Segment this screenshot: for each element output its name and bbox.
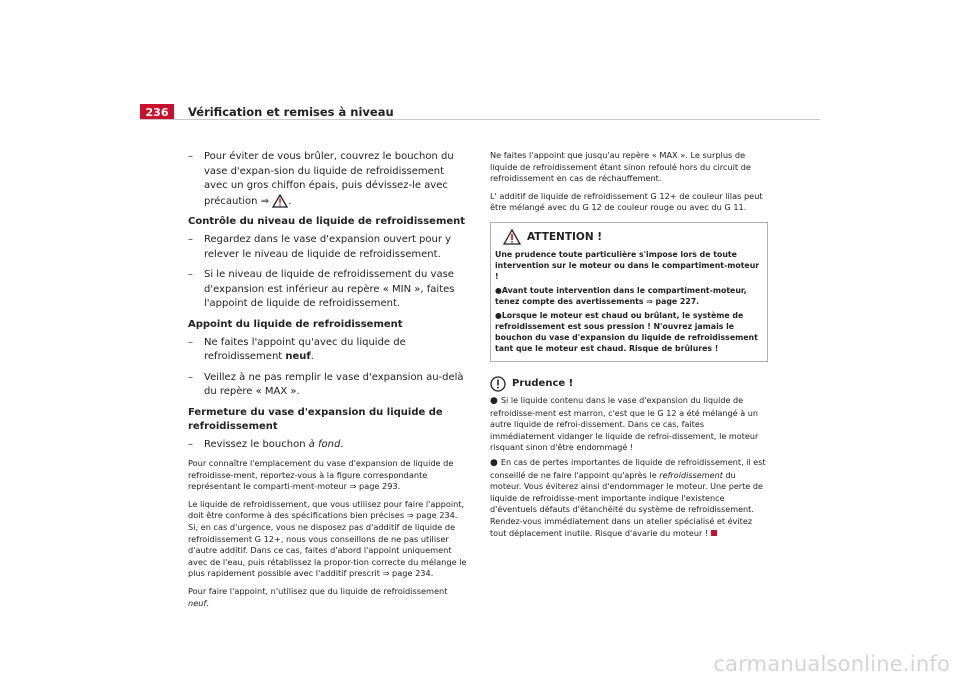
xref-arrow: ⇒ xyxy=(260,195,270,207)
note-max-mark: Ne faites l'appoint que jusqu'au repère « MAX ». Le surplus de liquide de refroidissement étant sinon refoulé hors du circuit de refroidissement en cas de réchauffement. xyxy=(490,150,751,184)
step-cover-cap xyxy=(188,150,470,209)
note-additive-mix: L' additif de liquide de refroidissement G 12+ de couleur lilas peut être mélangé avec du G 12 de couleur rouge ou avec du G 11. xyxy=(490,190,763,213)
prudence-bullet xyxy=(490,457,768,539)
step-new-coolant-end: . xyxy=(310,351,314,362)
note-new-coolant xyxy=(188,586,470,609)
section-end-marker xyxy=(711,530,717,536)
prudence-bullet-text: En cas de pertes importantes de liquide de refroidissement, il est conseillé de ne faire l'appoint qu'après le xyxy=(490,456,766,480)
page-number: 236 xyxy=(140,104,174,120)
heading-check-level: Contrôle du niveau de liquide de refroidissement xyxy=(188,216,466,227)
step-new-coolant-text: Ne faites l'appoint qu'avec du liquide de refroidissement xyxy=(204,336,406,362)
note-specification: Le liquide de refroidissement, que vous utilisez pour faire l'appoint, doit être conforme à des spécifications bien précises ⇒ page 234. Si, en cas d'urgence, vous ne disposez pas d'additif de liquide de refroidissement G 12+, nous vous conseillons de ne pas utiliser d'autre additif. Dans ce cas, faites d'abord l'appoint uniquement avec de l'eau, puis rétablissez la propor-tion correcte du mélange le plus rapidement possible avec l'additif prescrit ⇒ page 234. xyxy=(188,498,467,579)
step-look-level: – Regardez dans le vase d'expansion ouvert pour y relever le niveau de liquide de refroidissement. xyxy=(188,233,470,262)
attention-bullet-text: Lorsque le moteur est chaud ou brûlant, le système de refroidissement est sous pression ! N'ouvrez jamais le bouchon du vase d'expansion du liquide de refroidissement tant que le moteur est chaud. Risque de brûlures ! xyxy=(495,310,758,353)
right-column xyxy=(490,150,768,542)
watermark: carmanualsonline.info xyxy=(713,652,950,676)
left-column xyxy=(188,150,470,615)
bullet-dot-icon: ● xyxy=(495,310,502,320)
prudence-title: Prudence ! xyxy=(512,378,574,390)
step-new-coolant-bold: neuf xyxy=(285,351,311,362)
note-new-coolant-end: . xyxy=(206,597,209,608)
heading-close-tank: Fermeture du vase d'expansion du liquide de refroidissement xyxy=(188,406,443,432)
attention-box xyxy=(490,222,768,362)
prudence-bullet-text-end: du moteur. Vous éviterez ainsi d'endommager le moteur. Une perte de liquide de refroidisse-ment importante indique l'existence d'éventuels défauts d'étanchéité du système de refroidissement. Rendez-vous immédiatement dans un atelier spécialisé et évitez tout déplacement inutile. Risque d'avarie du moteur ! xyxy=(490,469,763,538)
prudence-body xyxy=(490,395,768,539)
attention-bullet xyxy=(495,285,763,307)
attention-bullet xyxy=(495,310,763,354)
step-below-min: – Si le niveau de liquide de refroidissement du vase d'expansion est inférieur au repère « MIN », faites l'appoint de liquide de refroidissement. xyxy=(188,268,470,312)
step-cover-cap-text: Pour éviter de vous brûler, couvrez le bouchon du vase d'expan-sion du liquide de refroidissement avec un gros chiffon épais, puis dévissez-le avec précaution xyxy=(204,151,454,207)
step-screw-cap xyxy=(188,438,470,453)
prudence-bullet xyxy=(490,395,768,454)
attention-title: ATTENTION ! xyxy=(527,230,603,243)
step-cover-cap-end: . xyxy=(288,195,292,207)
note-new-coolant-italic: neuf xyxy=(188,597,207,608)
exclamation-circle-icon xyxy=(490,376,506,392)
header-rule xyxy=(140,119,820,120)
attention-paragraph: Une prudence toute particulière s'impose lors de toute intervention sur le moteur ou dans le compartiment-moteur ! xyxy=(495,249,760,281)
prudence-header xyxy=(490,376,768,392)
warning-triangle-icon xyxy=(272,194,288,208)
step-new-coolant xyxy=(188,336,470,365)
step-not-above-max: – Veillez à ne pas remplir le vase d'expansion au-delà du repère « MAX ». xyxy=(188,371,470,400)
prudence-italic: refroidissement xyxy=(659,469,723,480)
note-location: Pour connaître l'emplacement du vase d'expansion de liquide de refroidisse-ment, reportez-vous à la figure correspondante représentant le comparti-ment-moteur ⇒ page 293. xyxy=(188,458,454,492)
bullet-dot-icon: ● xyxy=(490,457,498,468)
warning-triangle-icon xyxy=(503,229,521,245)
attention-header xyxy=(491,223,767,249)
step-screw-cap-italic: à fond xyxy=(308,438,341,450)
note-new-coolant-text: Pour faire l'appoint, n'utilisez que du liquide de refroidissement xyxy=(188,585,448,596)
bullet-dot-icon: ● xyxy=(495,285,502,295)
step-screw-cap-end: . xyxy=(340,438,344,450)
bullet-dot-icon: ● xyxy=(490,395,498,406)
attention-body xyxy=(491,249,767,361)
attention-bullet-text: Avant toute intervention dans le compartiment-moteur, tenez compte des avertissements ⇒ page 227. xyxy=(495,285,747,306)
running-title: Vérification et remises à niveau xyxy=(188,105,394,119)
prudence-bullet-text: Si le liquide contenu dans le vase d'expansion du liquide de refroidisse-ment est marron, c'est que le G 12 a été mélangé à un autre liquide de refroi-dissement. Dans ce cas, faites immédiatement vidanger le liquide de refroi-dissement, le moteur risquant sinon d'être endommagé ! xyxy=(490,394,759,453)
heading-topup: Appoint du liquide de refroidissement xyxy=(188,318,403,330)
step-screw-cap-text: Revissez le bouchon xyxy=(204,438,309,450)
